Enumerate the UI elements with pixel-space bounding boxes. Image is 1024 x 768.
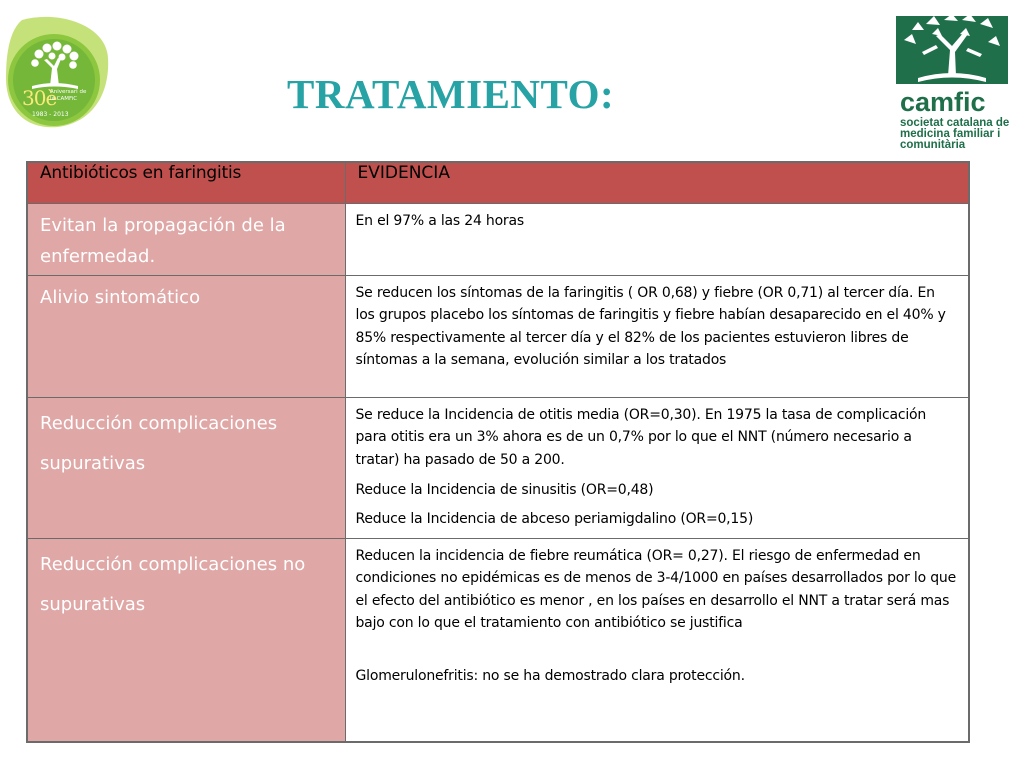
evidence-text: Glomerulonefritis: no se ha demostrado clara protección. <box>355 667 745 684</box>
camfic-logo <box>892 12 1018 152</box>
header-evidencia: EVIDENCIA <box>345 162 969 203</box>
table-row <box>27 397 969 538</box>
row-evidence <box>345 397 969 538</box>
row-label: Reducción complicaciones supurativas <box>27 397 345 538</box>
anniversary-logo <box>2 12 112 130</box>
header-antibioticos: Antibióticos en faringitis <box>27 162 345 203</box>
table-row <box>27 275 969 397</box>
camfic-brand: camfic <box>900 87 986 117</box>
table-header-row <box>27 162 969 203</box>
evidence-text: Reducen la incidencia de fiebre reumática (OR= 0,27). El riesgo de enfermedad en condiciones no epidémicas es de menos de 3-4/1000 en países desarrollados por lo que el efecto del antibiótico es menor , en los países en desarrollo el NNT a tratar será mas bajo con lo que el tratamiento con antibiótico se justifica <box>355 547 957 631</box>
evidence-text: Se reducen los síntomas de la faringitis ( OR 0,68) y fiebre (OR 0,71) al tercer día. En los grupos placebo los síntomas de faringitis y fiebre habían desaparecido en el 40% y 85% respectivamente al tercer día y el 82% de los pacientes estuvieron libres de síntomas a la semana, evolución similar a los tratados <box>355 284 946 368</box>
row-evidence <box>345 275 969 397</box>
evidence-text: Reduce la Incidencia de sinusitis (OR=0,48) <box>355 482 654 498</box>
anniversary-text: Aniversari de la CAMFiC <box>50 89 87 102</box>
row-label: Reducción complicaciones no supurativas <box>27 538 345 742</box>
row-evidence <box>345 203 969 275</box>
table-row <box>27 538 969 742</box>
camfic-tagline: societat catalana de medicina familiar i comunitària <box>900 117 1010 151</box>
camfic-tree-icon <box>892 12 1012 88</box>
evidence-text: En el 97% a las 24 horas <box>355 212 524 229</box>
treatment-table <box>26 161 970 743</box>
anniversary-years: 1983 - 2013 <box>32 111 69 118</box>
table-row <box>27 203 969 275</box>
slide-title: TRATAMIENTO: <box>287 71 615 117</box>
evidence-text: Se reduce la Incidencia de otitis media (OR=0,30). En 1975 la tasa de complicación para otitis era un 3% ahora es de un 0,7% por lo que el NNT (número necesario a tratar) ha pasado de 50 a 200. <box>355 406 927 468</box>
row-label: Evitan la propagación de la enfermedad. <box>27 203 345 275</box>
evidence-text: Reduce la Incidencia de abceso periamigdalino (OR=0,15) <box>355 510 754 527</box>
row-label: Alivio sintomático <box>27 275 345 397</box>
row-evidence <box>345 538 969 742</box>
anniversary-number: 30è <box>22 86 57 110</box>
